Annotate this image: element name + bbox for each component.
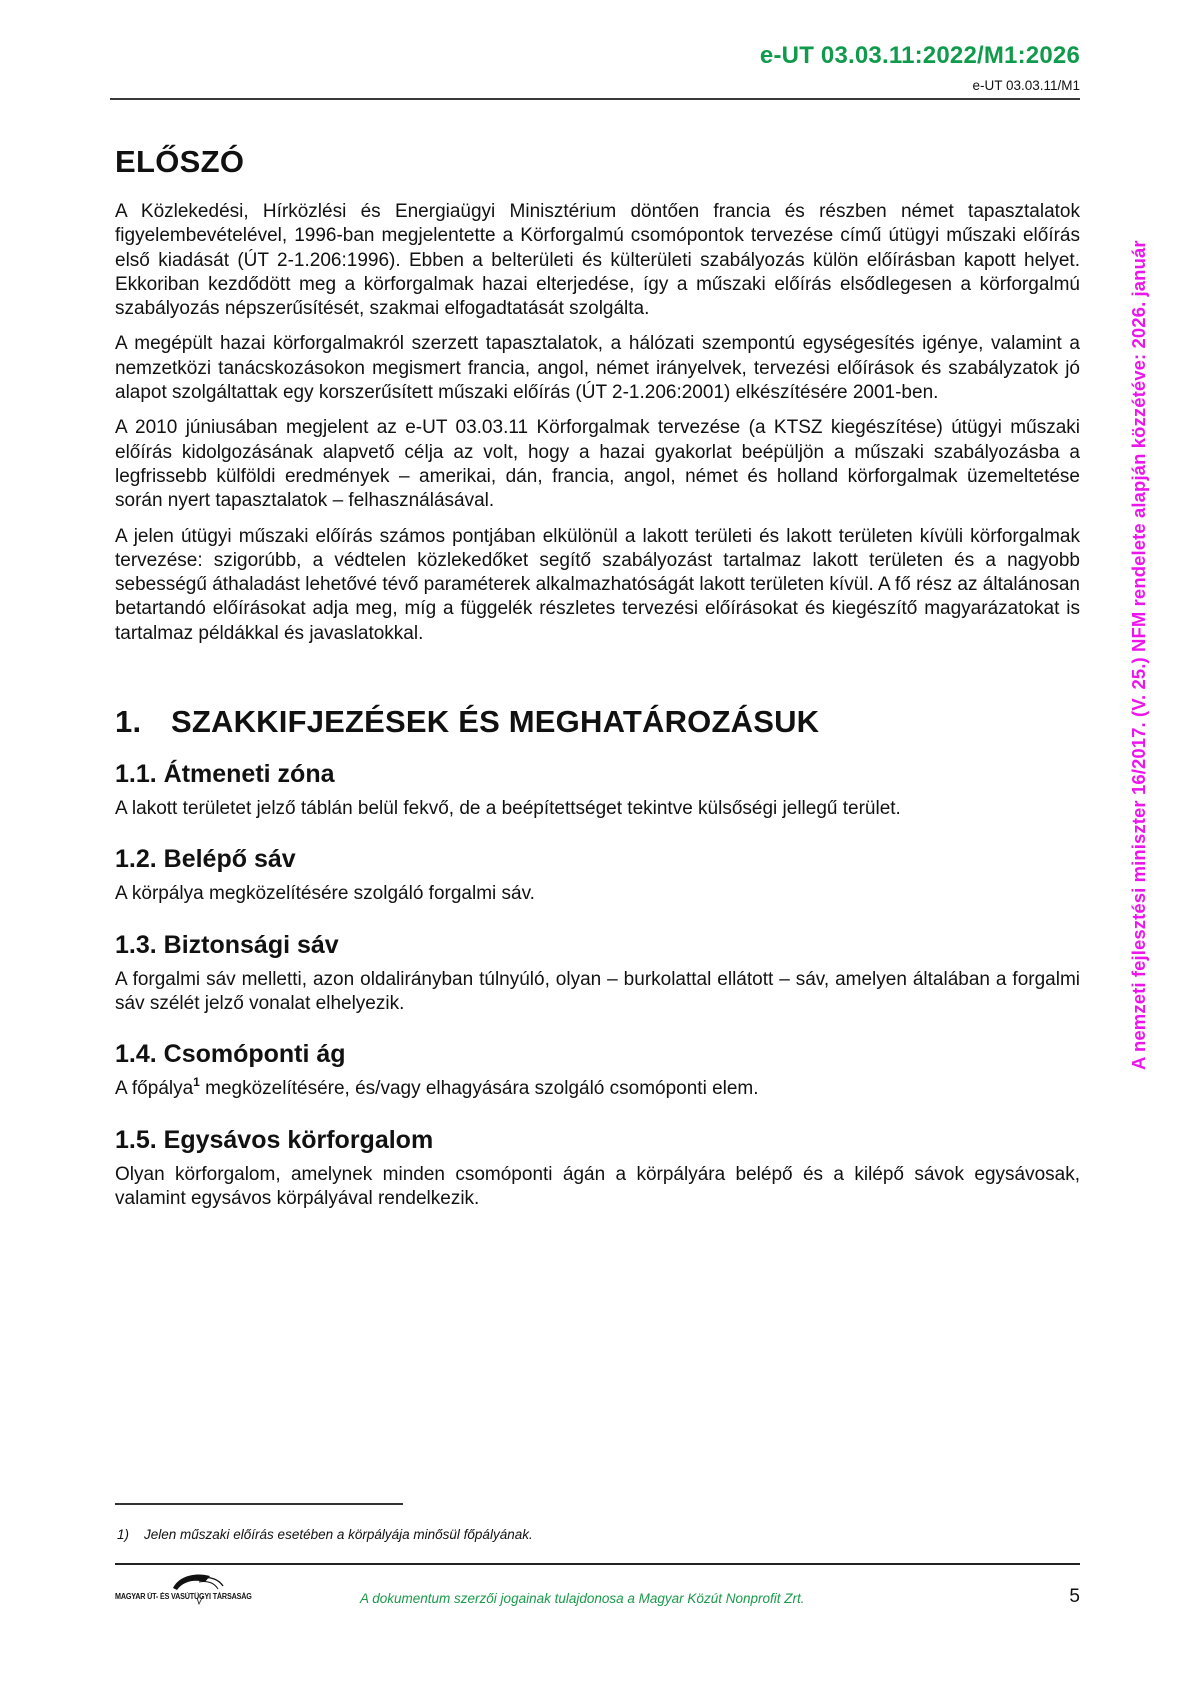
logo-text: MAGYAR ÚT- ÉS VASÚTÜGYI TÁRSASÁG <box>115 1592 252 1601</box>
subsection-text: Olyan körforgalom, amelynek minden csomóponti ágán a körpályára belépő és a kilépő sávok egysávosak, valamint egysávos körpályával rendelkezik. <box>115 1163 1080 1209</box>
subsection-text: A körpálya megközelítésére szolgáló forgalmi sáv. <box>115 883 535 905</box>
subsection-heading: 1.4. Csomóponti ág <box>115 1040 346 1069</box>
header-divider <box>110 98 1080 100</box>
footnote <box>117 1527 533 1542</box>
subsection-heading: 1.5. Egysávos körforgalom <box>115 1125 434 1154</box>
side-note-text: A nemzeti fejlesztési miniszter 16/2017. (V. 25.) NFM rendelete alapján közzétéve: 2026. január <box>1128 240 1149 1070</box>
subsection-text-start: A főpálya <box>115 1078 194 1100</box>
copyright-notice: A dokumentum szerzői jogainak tulajdonosa a Magyar Közút Nonprofit Zrt. <box>360 1591 805 1606</box>
footnote-text: Jelen műszaki előírás esetében a körpályája minősül főpályának. <box>144 1527 533 1542</box>
page-content <box>115 140 1080 1222</box>
foreword-title: ELŐSZÓ <box>115 144 245 179</box>
subsection-heading: 1.1. Átmeneti zóna <box>115 760 335 789</box>
subsection-heading: 1.3. Biztonsági sáv <box>115 930 339 959</box>
document-code: e-UT 03.03.11:2022/M1:2026 <box>759 42 1080 69</box>
subsection-heading: 1.2. Belépő sáv <box>115 845 296 874</box>
foreword-paragraph: A Közlekedési, Hírközlési és Energiaügyi Minisztérium döntően francia és részben német tapasztalatok figyelembevételével, 1996-ban megjelentette a Körforgalmú csomópontok tervezése című útügyi műszaki előírás első kiadását (ÚT 2-1.206:1996). Ebben a belterületi és külterületi szabályozás külön előírásban kapott helyet. Ekkoriban kezdődött meg a körforgalmak hazai elterjedése, így a műszaki előírás elsődlegesen a körforgalmú szabályozás népszerűsítését, szakmai elfogadtatását szolgálta. <box>115 201 1080 320</box>
foreword-paragraph: A 2010 júniusában megjelent az e-UT 03.03.11 Körforgalmak tervezése (a KTSZ kiegészítése) útügyi műszaki előírás kidolgozásának alapvető célja az volt, hogy a hazai gyakorlat beépüljön a műszaki szabályozásba a legfrissebb külföldi eredmények – amerikai, dán, francia, angol, német és holland körforgalmak üzemeltetése során nyert tapasztalatok – felhasználásával. <box>115 417 1080 512</box>
subsection-text-end: megközelítésére, és/vagy elhagyására szolgáló csomóponti elem. <box>199 1078 759 1100</box>
document-subcode: e-UT 03.03.11/M1 <box>972 78 1080 93</box>
footnote-mark: 1) <box>117 1527 130 1542</box>
section-heading <box>115 704 1080 740</box>
subsection-text: A lakott területet jelző táblán belül fekvő, de a beépítettséget tekintve külsőségi jellegű terület. <box>115 798 901 820</box>
footnote-reference[interactable]: 1 <box>193 1075 200 1090</box>
subsection-text <box>115 1077 1080 1101</box>
section-title: SZAKKIFJEZÉSEK ÉS MEGHATÁROZÁSUK <box>171 704 820 740</box>
foreword-paragraph: A jelen útügyi műszaki előírás számos pontjában elkülönül a lakott területi és lakott területen kívüli körforgalmak tervezése: szigorúbb, a védtelen közlekedőket segítő szabályozást tartalmaz lakott területen és a nagyobb sebességű áthaladást lehetővé tévő paraméterek alkalmazhatóságát lakott területen kívül. A fő rész az általánosan betartandó előírásokat adja meg, míg a függelék részletes tervezési előírásokat és kiegészítő magyarázatokat is tartalmaz példákkal és javaslatokkal. <box>115 525 1080 644</box>
foreword-paragraph: A megépült hazai körforgalmakról szerzett tapasztalatok, a hálózati szempontú egységesítés igénye, valamint a nemzetközi tanácskozásokon megismert francia, angol, német irányelvek, tervezési előírások és szabályzatok jó alapot szolgáltattak egy korszerűsített műszaki előírás (ÚT 2-1.206:2001) elkészítésére 2001-ben. <box>115 333 1080 404</box>
footnote-divider <box>115 1503 403 1505</box>
page-number: 5 <box>1069 1586 1080 1607</box>
section-number: 1. <box>115 704 142 740</box>
subsection-text: A forgalmi sáv melletti, azon oldalirányban túlnyúló, olyan – burkolattal ellátott – sáv, amelyen általában a forgalmi sáv szélét jelző vonalat elhelyezik. <box>115 968 1080 1014</box>
society-logo <box>115 1570 265 1606</box>
footer-divider <box>115 1563 1080 1565</box>
